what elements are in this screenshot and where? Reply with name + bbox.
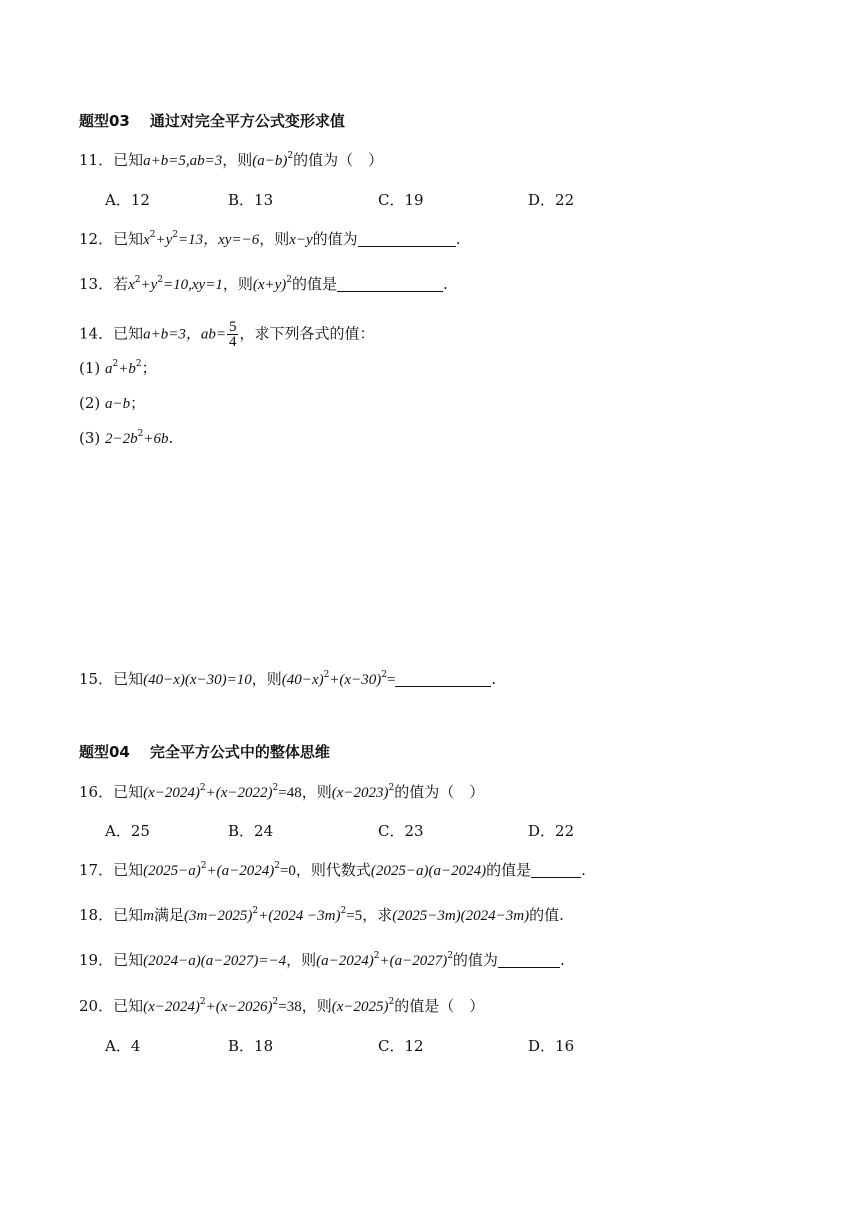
option-label: A． <box>105 822 131 840</box>
question-text: 的值是（ ） <box>394 997 485 1015</box>
answer-blank[interactable] <box>358 232 456 247</box>
question-number: 12． <box>79 230 114 248</box>
math-expression: +6b <box>143 431 169 447</box>
math-expression: +(2024 −3m) <box>258 908 341 924</box>
question-text: 已知 <box>113 997 144 1015</box>
sub-question-label: (2) <box>79 394 101 412</box>
option-value: 25 <box>130 822 150 840</box>
sub-question-label: (1) <box>79 359 101 377</box>
math-expression: (x−2024) <box>143 999 200 1015</box>
exponent: 2 <box>340 906 347 916</box>
exponent: 2 <box>388 783 395 793</box>
section-title: 完全平方公式中的整体思维 <box>149 743 330 761</box>
question-number: 20． <box>79 997 114 1015</box>
option-value: 13 <box>254 191 274 209</box>
option-d[interactable] <box>528 190 574 210</box>
exponent: 2 <box>199 783 206 793</box>
question-text: ，则 <box>301 997 332 1015</box>
question-text: ，则 <box>286 951 317 969</box>
question-number: 16． <box>79 783 114 801</box>
question-text: 已知 <box>113 906 144 924</box>
question-number: 11． <box>79 151 114 169</box>
punctuation: . <box>443 275 448 293</box>
option-b[interactable] <box>228 190 273 210</box>
question-number: 15． <box>79 670 114 688</box>
option-a[interactable] <box>105 821 150 841</box>
math-expression: x−y <box>289 232 313 248</box>
question-text: 已知 <box>113 324 144 343</box>
option-b[interactable] <box>228 1036 273 1056</box>
math-expression: a−b <box>105 396 131 412</box>
exponent: 2 <box>199 997 206 1007</box>
math-expression: (x−2023) <box>331 785 389 801</box>
question-text: 的值. <box>529 906 564 924</box>
exponent: 2 <box>112 359 119 369</box>
math-expression: =38 <box>278 999 302 1015</box>
option-a[interactable] <box>105 1036 140 1056</box>
option-d[interactable] <box>528 821 574 841</box>
question-12 <box>79 229 460 250</box>
option-value: 16 <box>555 1037 575 1055</box>
exponent: 2 <box>157 275 164 285</box>
sub-question-1 <box>79 358 157 379</box>
punctuation: . <box>168 429 174 447</box>
question-text: 满足 <box>153 906 184 924</box>
math-variable: m <box>143 908 154 924</box>
option-label: A． <box>105 1037 131 1055</box>
exponent: 2 <box>172 230 179 240</box>
math-expression: +(x−2022) <box>205 785 273 801</box>
question-text: 的值是 <box>486 861 532 879</box>
math-expression: (x−2024) <box>143 785 200 801</box>
exponent: 2 <box>381 670 387 680</box>
question-20 <box>79 996 484 1017</box>
option-b[interactable] <box>228 821 273 841</box>
exponent: 2 <box>373 951 380 961</box>
math-expression: =48 <box>278 785 302 801</box>
option-label: D． <box>528 191 556 209</box>
question-text: 已知 <box>113 783 144 801</box>
option-c[interactable] <box>378 821 424 841</box>
math-expression: (x+y) <box>252 277 287 293</box>
math-expression: +b <box>118 361 136 377</box>
section-title: 通过对完全平方公式变形求值 <box>149 112 345 130</box>
question-text: 的值为 <box>312 230 358 248</box>
math-expression: =5 <box>346 908 363 924</box>
option-value: 23 <box>404 822 424 840</box>
punctuation: ； <box>130 394 146 412</box>
question-14 <box>79 320 375 349</box>
sub-question-label: (3) <box>79 429 101 447</box>
question-text: ，则 <box>222 151 253 169</box>
math-expression: =0 <box>279 863 296 879</box>
exponent: 2 <box>274 861 280 871</box>
section-label: 题型04 <box>79 743 130 761</box>
question-18 <box>79 905 564 926</box>
section-label: 题型03 <box>79 112 130 130</box>
math-expression: +(a−2027) <box>379 953 448 969</box>
option-value: 22 <box>555 191 575 209</box>
exponent: 2 <box>252 906 259 916</box>
question-text: 已知 <box>113 230 144 248</box>
option-c[interactable] <box>378 190 424 210</box>
option-label: C． <box>378 822 405 840</box>
math-expression: +(x−30) <box>329 672 382 688</box>
question-11 <box>79 150 383 171</box>
section-heading-03 <box>79 111 345 131</box>
math-expression: (3m−2025) <box>183 908 253 924</box>
punctuation: . <box>455 230 461 248</box>
question-text: ，则 <box>251 670 282 688</box>
question-text: ，求下列各式的值： <box>239 324 375 343</box>
option-value: 19 <box>404 191 424 209</box>
math-expression: (x−2025) <box>331 999 389 1015</box>
question-text: ，则 <box>222 275 253 293</box>
question-number: 19． <box>79 951 114 969</box>
question-text: 的值为 <box>452 951 498 969</box>
math-expression: (2024−a)(a−2027)=−4 <box>143 953 287 969</box>
option-value: 24 <box>254 822 274 840</box>
answer-blank[interactable] <box>531 863 581 878</box>
question-text: 已知 <box>113 151 144 169</box>
question-text: 若 <box>113 275 129 293</box>
math-expression: (2025−a) <box>143 863 201 879</box>
question-text: 已知 <box>113 951 144 969</box>
math-expression: a <box>105 361 113 377</box>
math-expression: (40−x) <box>281 672 324 688</box>
punctuation: . <box>491 670 497 688</box>
math-expression: +y <box>140 277 158 293</box>
math-expression: a+b=5,ab=3 <box>143 153 223 169</box>
question-text: 的值为（ ） <box>293 151 384 169</box>
question-text: ，则代数式 <box>295 861 371 879</box>
math-expression: (2025−3m)(2024−3m) <box>392 908 530 924</box>
option-a[interactable] <box>105 190 150 210</box>
question-text: 已知 <box>113 861 144 879</box>
punctuation: . <box>559 951 565 969</box>
exponent: 2 <box>287 151 294 161</box>
exponent: 2 <box>286 275 293 285</box>
option-label: D． <box>528 822 556 840</box>
option-label: B． <box>228 822 255 840</box>
exponent: 2 <box>200 861 207 871</box>
option-value: 4 <box>130 1037 141 1055</box>
math-expression: +(x−2026) <box>205 999 273 1015</box>
option-label: A． <box>105 191 131 209</box>
question-number: 18． <box>79 906 114 924</box>
option-label: B． <box>228 1037 255 1055</box>
option-c[interactable] <box>378 1036 424 1056</box>
math-expression: x <box>143 232 150 248</box>
math-expression: a+b=3，ab= <box>143 326 226 343</box>
fraction-numerator: 5 <box>228 319 237 335</box>
option-value: 12 <box>404 1037 424 1055</box>
exponent: 2 <box>323 670 330 680</box>
sub-question-3 <box>79 428 173 449</box>
option-label: D． <box>528 1037 556 1055</box>
option-d[interactable] <box>528 1036 574 1056</box>
fraction <box>227 320 239 349</box>
math-expression: =10,xy=1 <box>163 277 223 293</box>
question-text: 的值为（ ） <box>394 783 485 801</box>
math-expression: x <box>128 277 135 293</box>
question-17 <box>79 860 586 881</box>
exponent: 2 <box>272 783 279 793</box>
question-number: 17． <box>79 861 114 879</box>
question-text: ，则 <box>301 783 332 801</box>
math-expression: =13，xy=−6 <box>178 232 260 248</box>
math-expression: +(a−2024) <box>206 863 275 879</box>
option-label: B． <box>228 191 255 209</box>
answer-blank[interactable] <box>498 953 560 968</box>
math-expression: (2025−a)(a−2024) <box>370 863 487 879</box>
fraction-denominator: 4 <box>228 334 237 350</box>
math-expression: (a−2024) <box>316 953 374 969</box>
exponent: 2 <box>388 997 395 1007</box>
exponent: 2 <box>137 429 144 439</box>
option-value: 12 <box>130 191 150 209</box>
question-text: 已知 <box>113 670 144 688</box>
exponent: 2 <box>149 230 156 240</box>
option-label: C． <box>378 191 405 209</box>
question-text: ，求 <box>362 906 393 924</box>
exponent: 2 <box>272 997 279 1007</box>
equals-sign: = <box>386 672 396 688</box>
question-number: 14． <box>79 324 114 343</box>
math-expression: +y <box>155 232 173 248</box>
math-expression: (40−x)(x−30)=10 <box>143 672 252 688</box>
exponent: 2 <box>447 951 453 961</box>
punctuation: ； <box>141 359 157 377</box>
exponent: 2 <box>135 359 142 369</box>
option-value: 22 <box>555 822 575 840</box>
exponent: 2 <box>134 275 141 285</box>
sub-question-2 <box>79 393 145 414</box>
punctuation: . <box>581 861 586 879</box>
question-15 <box>79 669 496 690</box>
answer-blank[interactable] <box>337 277 443 292</box>
question-16 <box>79 782 484 803</box>
question-number: 13． <box>79 275 114 293</box>
math-expression: (a−b) <box>252 153 288 169</box>
math-expression: 2−2b <box>105 431 138 447</box>
option-value: 18 <box>254 1037 274 1055</box>
option-label: C． <box>378 1037 405 1055</box>
question-19 <box>79 950 565 971</box>
question-text: ，则 <box>259 230 290 248</box>
section-heading-04 <box>79 742 330 762</box>
question-text: 的值是 <box>292 275 338 293</box>
question-13 <box>79 274 448 295</box>
answer-blank[interactable] <box>395 672 491 687</box>
